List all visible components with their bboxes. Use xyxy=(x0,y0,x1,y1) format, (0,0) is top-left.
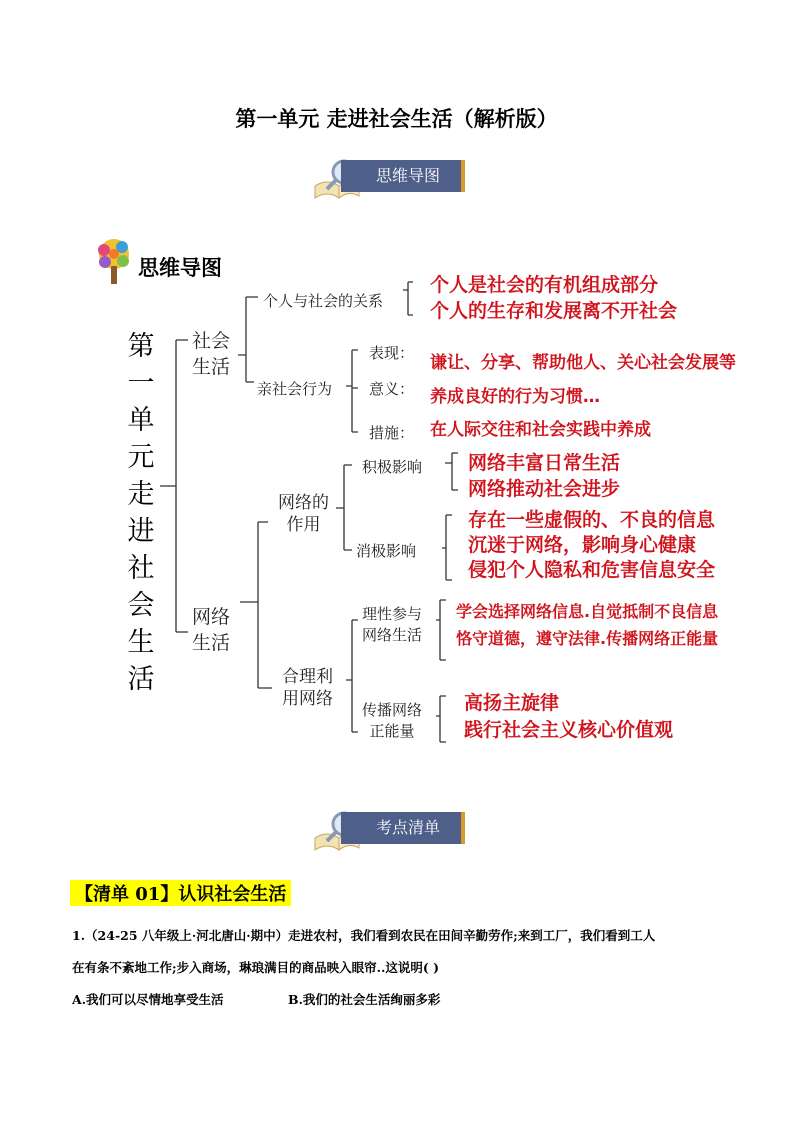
spread-points: 高扬主旋律 践行社会主义核心价值观 xyxy=(464,692,674,741)
aspect-text-measure: 在人际交往和社会实践中养成 xyxy=(430,420,651,440)
relation-points: 个人是社会的有机组成部分 个人的生存和发展离不开社会 xyxy=(430,274,678,322)
aspect-text-manifest: 谦让、分享、帮助他人、关心社会发展等 xyxy=(430,353,736,373)
node-rational-participation: 理性参与 网络生活 xyxy=(362,605,423,644)
question-1-line-2: 在有条不紊地工作;步入商场，琳琅满目的商品映入眼帘..这说明( ) xyxy=(72,960,439,975)
checklist-01-heading: 【清单 01】认识社会生活 xyxy=(70,880,291,906)
option-a[interactable]: A.我们可以尽情地享受生活 xyxy=(72,992,224,1007)
node-rational-use: 合理利 用网络 xyxy=(282,667,333,709)
node-network-effect: 网络的 作用 xyxy=(278,493,329,535)
aspect-text-meaning: 养成良好的行为习惯… xyxy=(430,387,600,407)
positive-points: 网络丰富日常生活 网络推动社会进步 xyxy=(468,452,621,500)
question-1-line-1: 1.（24-25 八年级上·河北唐山·期中）走进农村，我们看到农民在田间辛勤劳作;来到工厂，我们看到工人 xyxy=(72,928,656,943)
node-individual-society: 个人与社会的关系 xyxy=(263,292,384,310)
aspect-label-meaning: 意义： xyxy=(369,380,415,398)
node-spread-positive-energy: 传播网络 正能量 xyxy=(362,701,423,740)
negative-points: 存在一些虚假的、不良的信息 沉迷于网络，影响身心健康 侵犯个人隐私和危害信息安全 xyxy=(468,509,716,581)
page-title: 第一单元 走进社会生活（解析版） xyxy=(235,106,558,131)
option-b[interactable]: B.我们的社会生活绚丽多彩 xyxy=(288,992,441,1007)
checklist-banner-label: 考点清单 xyxy=(375,818,440,837)
node-positive: 积极影响 xyxy=(362,458,423,476)
aspect-label-measure: 措施： xyxy=(369,424,415,442)
mindmap-heading-label: 思维导图 xyxy=(138,256,222,280)
node-negative: 消极影响 xyxy=(356,542,417,560)
branch-social-life: 社会 生活 xyxy=(192,330,231,378)
mindmap-root: 第一单元走进社会生活 xyxy=(127,331,155,695)
checklist-banner xyxy=(313,804,473,854)
node-prosocial: 亲社会行为 xyxy=(257,380,333,398)
rational-points: 学会选择网络信息.自觉抵制不良信息 恪守道德，遵守法律.传播网络正能量 xyxy=(456,602,719,648)
aspect-label-manifest: 表现： xyxy=(369,344,415,362)
mindmap-banner-label: 思维导图 xyxy=(375,166,440,185)
branch-network-life: 网络 生活 xyxy=(192,606,231,654)
